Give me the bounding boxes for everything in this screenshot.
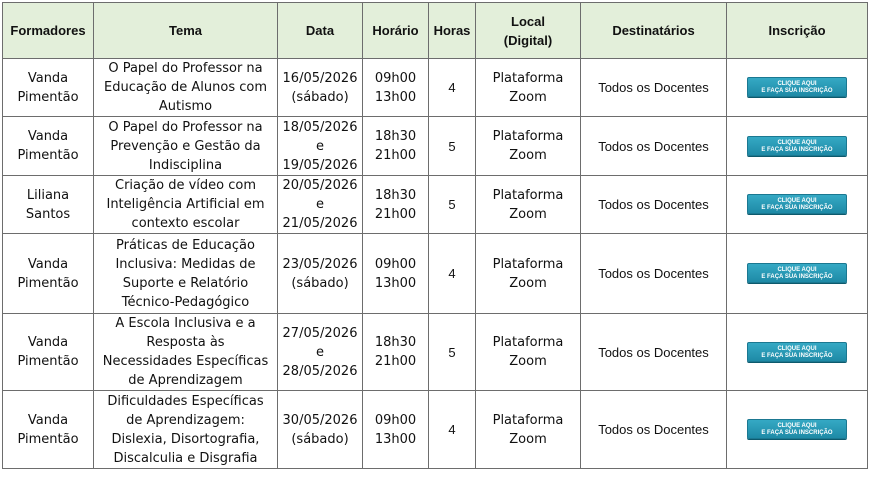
header-row — [3, 3, 868, 59]
topic-cell-line: Resposta às — [146, 335, 225, 350]
header-local-line1: Local — [511, 13, 545, 29]
topic-cell-line: Indisciplina — [148, 157, 223, 173]
register-button[interactable] — [747, 342, 847, 362]
register-button[interactable] — [747, 194, 847, 214]
topic-cell-line: Técnico-Pedagógico — [121, 294, 250, 310]
trainer-cell-line: Santos — [25, 206, 71, 222]
register-button-label-line1: CLIQUE AQUI — [777, 267, 817, 273]
trainer-cell-line: Pimentão — [17, 354, 79, 369]
location-cell-line: Zoom — [509, 89, 547, 105]
header-formadores: Formadores — [3, 3, 94, 59]
registration-cell — [727, 391, 868, 469]
trainer-cell-line: Liliana — [26, 187, 70, 203]
location-cell-line: Zoom — [509, 431, 547, 447]
time-cell — [363, 234, 429, 314]
trainer-cell — [3, 176, 94, 234]
topic-cell-line: Criação de vídeo com — [115, 178, 256, 193]
location-cell — [476, 391, 581, 469]
topic-cell-line: Necessidades Específicas — [102, 354, 269, 369]
location-cell — [476, 117, 581, 176]
table-row — [3, 117, 868, 176]
date-cell-line: e — [316, 138, 324, 154]
register-button-label-line2: E FAÇA SUA INSCRIÇÃO — [761, 88, 833, 94]
table-row — [3, 176, 868, 234]
topic-cell-line: Discalculia e Disgrafia — [113, 450, 258, 466]
location-cell — [476, 176, 581, 234]
registration-cell — [727, 314, 868, 391]
time-cell-line: 13h00 — [374, 275, 417, 291]
register-button-label-line1: CLIQUE AQUI — [777, 423, 817, 429]
date-cell-line: 21/05/2026 — [282, 216, 358, 231]
date-cell — [278, 117, 363, 176]
date-cell-line: 28/05/2026 — [282, 363, 358, 379]
register-button-label-line1: CLIQUE AQUI — [777, 139, 817, 146]
hours-cell: 5 — [429, 176, 476, 234]
registration-cell — [727, 59, 868, 117]
hours-cell: 4 — [429, 59, 476, 117]
header-destinatarios: Destinatários — [581, 3, 727, 59]
table-row — [3, 59, 868, 117]
register-button-label-line1: CLIQUE AQUI — [777, 198, 817, 204]
topic-cell-line: Inteligência Artificial em — [106, 197, 265, 212]
trainer-cell-line: Pimentão — [17, 89, 79, 105]
date-cell — [278, 391, 363, 469]
trainer-cell — [3, 234, 94, 314]
date-cell-line: 18/05/2026 — [282, 119, 358, 135]
location-cell-line: Zoom — [509, 148, 547, 163]
header-local-line2: (Digital) — [503, 32, 553, 48]
location-cell — [476, 314, 581, 391]
location-cell — [476, 234, 581, 314]
hours-cell: 5 — [429, 314, 476, 391]
register-button-label-line2: E FAÇA SUA INSCRIÇÃO — [761, 146, 833, 153]
trainer-cell-line: Vanda — [27, 256, 69, 272]
time-cell — [363, 176, 429, 234]
location-cell-line: Plataforma — [492, 256, 564, 272]
location-cell-line: Zoom — [509, 275, 547, 291]
trainer-cell — [3, 59, 94, 117]
audience-cell: Todos os Docentes — [581, 391, 727, 469]
registration-cell — [727, 176, 868, 234]
location-cell-line: Zoom — [509, 354, 547, 369]
table-row — [3, 314, 868, 391]
time-cell-line: 18h30 — [374, 129, 417, 144]
time-cell-line: 18h30 — [374, 335, 417, 350]
topic-cell-line: Educação de Alunos com — [103, 80, 267, 95]
time-cell — [363, 391, 429, 469]
audience-cell: Todos os Docentes — [581, 314, 727, 391]
header-horas: Horas — [429, 3, 476, 59]
topic-cell-line: Inclusiva: Medidas de — [115, 256, 256, 272]
trainer-cell — [3, 391, 94, 469]
topic-cell — [94, 117, 278, 176]
topic-cell — [94, 59, 278, 117]
topic-cell-line: Práticas de Educação — [116, 237, 255, 253]
time-cell — [363, 314, 429, 391]
date-cell-line: 16/05/2026 — [282, 70, 358, 86]
time-cell — [363, 117, 429, 176]
register-button[interactable] — [747, 77, 847, 97]
time-cell-line: 18h30 — [374, 187, 417, 203]
register-button-label-line1: CLIQUE AQUI — [777, 345, 817, 352]
topic-cell — [94, 314, 278, 391]
time-cell-line: 09h00 — [374, 412, 417, 428]
date-cell-line: 23/05/2026 — [282, 256, 358, 272]
hours-cell: 5 — [429, 117, 476, 176]
location-cell-line: Plataforma — [492, 187, 564, 203]
location-cell-line: Plataforma — [492, 70, 564, 86]
header-data: Data — [278, 3, 363, 59]
location-cell-line: Plataforma — [492, 412, 564, 428]
trainer-cell-line: Pimentão — [17, 431, 79, 447]
topic-cell — [94, 391, 278, 469]
trainer-cell — [3, 117, 94, 176]
time-cell-line: 13h00 — [374, 431, 417, 447]
date-cell-line: (sábado) — [291, 275, 349, 291]
topic-cell-line: de Aprendizagem: — [126, 412, 245, 428]
topic-cell — [94, 176, 278, 234]
date-cell-line: (sábado) — [291, 89, 349, 105]
register-button-label-line2: E FAÇA SUA INSCRIÇÃO — [761, 205, 833, 211]
time-cell-line: 09h00 — [374, 256, 417, 272]
date-cell — [278, 234, 363, 314]
date-cell-line: 30/05/2026 — [282, 412, 358, 428]
location-cell-line: Plataforma — [492, 129, 564, 144]
time-cell-line: 13h00 — [374, 89, 417, 105]
register-button-label-line2: E FAÇA SUA INSCRIÇÃO — [761, 274, 833, 280]
topic-cell-line: O Papel do Professor na — [108, 119, 263, 135]
date-cell-line: 27/05/2026 — [282, 325, 358, 341]
date-cell-line: e — [316, 344, 324, 360]
trainer-cell-line: Vanda — [27, 335, 69, 350]
register-button-label-line1: CLIQUE AQUI — [777, 81, 817, 87]
trainer-cell — [3, 314, 94, 391]
topic-cell-line: Dificuldades Específicas — [107, 393, 264, 409]
training-schedule-table — [2, 2, 868, 469]
date-cell — [278, 314, 363, 391]
time-cell-line: 21h00 — [374, 206, 417, 222]
time-cell — [363, 59, 429, 117]
topic-cell-line: Dislexia, Disortografia, — [111, 431, 260, 447]
time-cell-line: 21h00 — [374, 148, 417, 163]
date-cell-line: e — [316, 197, 324, 212]
hours-cell: 4 — [429, 234, 476, 314]
topic-cell-line: O Papel do Professor na — [108, 61, 263, 76]
time-cell-line: 21h00 — [374, 354, 417, 369]
date-cell — [278, 59, 363, 117]
header-inscricao: Inscrição — [727, 3, 868, 59]
audience-cell: Todos os Docentes — [581, 59, 727, 117]
trainer-cell-line: Pimentão — [17, 148, 79, 163]
register-button[interactable] — [747, 136, 847, 156]
topic-cell-line: Prevenção e Gestão da — [110, 138, 261, 154]
topic-cell-line: de Aprendizagem — [128, 373, 243, 388]
topic-cell-line: Autismo — [158, 99, 213, 114]
header-local — [476, 3, 581, 59]
trainer-cell-line: Vanda — [27, 412, 69, 428]
date-cell-line: 20/05/2026 — [282, 178, 358, 193]
table-row — [3, 391, 868, 469]
register-button[interactable] — [747, 263, 847, 283]
audience-cell: Todos os Docentes — [581, 117, 727, 176]
header-tema: Tema — [94, 3, 278, 59]
trainer-cell-line: Vanda — [27, 70, 69, 86]
location-cell-line: Zoom — [509, 206, 547, 222]
topic-cell-line: contexto escolar — [131, 216, 240, 231]
date-cell-line: 19/05/2026 — [282, 157, 358, 173]
audience-cell: Todos os Docentes — [581, 234, 727, 314]
register-button[interactable] — [747, 419, 847, 439]
trainer-cell-line: Pimentão — [17, 275, 79, 291]
hours-cell: 4 — [429, 391, 476, 469]
register-button-label-line2: E FAÇA SUA INSCRIÇÃO — [761, 430, 833, 436]
location-cell — [476, 59, 581, 117]
time-cell-line: 09h00 — [374, 70, 417, 86]
header-horario: Horário — [363, 3, 429, 59]
topic-cell — [94, 234, 278, 314]
audience-cell: Todos os Docentes — [581, 176, 727, 234]
topic-cell-line: Suporte e Relatório — [122, 275, 249, 291]
registration-cell — [727, 234, 868, 314]
date-cell — [278, 176, 363, 234]
registration-cell — [727, 117, 868, 176]
date-cell-line: (sábado) — [291, 431, 349, 447]
table-row — [3, 234, 868, 314]
topic-cell-line: A Escola Inclusiva e a — [115, 316, 256, 331]
trainer-cell-line: Vanda — [27, 129, 69, 144]
location-cell-line: Plataforma — [492, 335, 564, 350]
register-button-label-line2: E FAÇA SUA INSCRIÇÃO — [761, 352, 833, 359]
